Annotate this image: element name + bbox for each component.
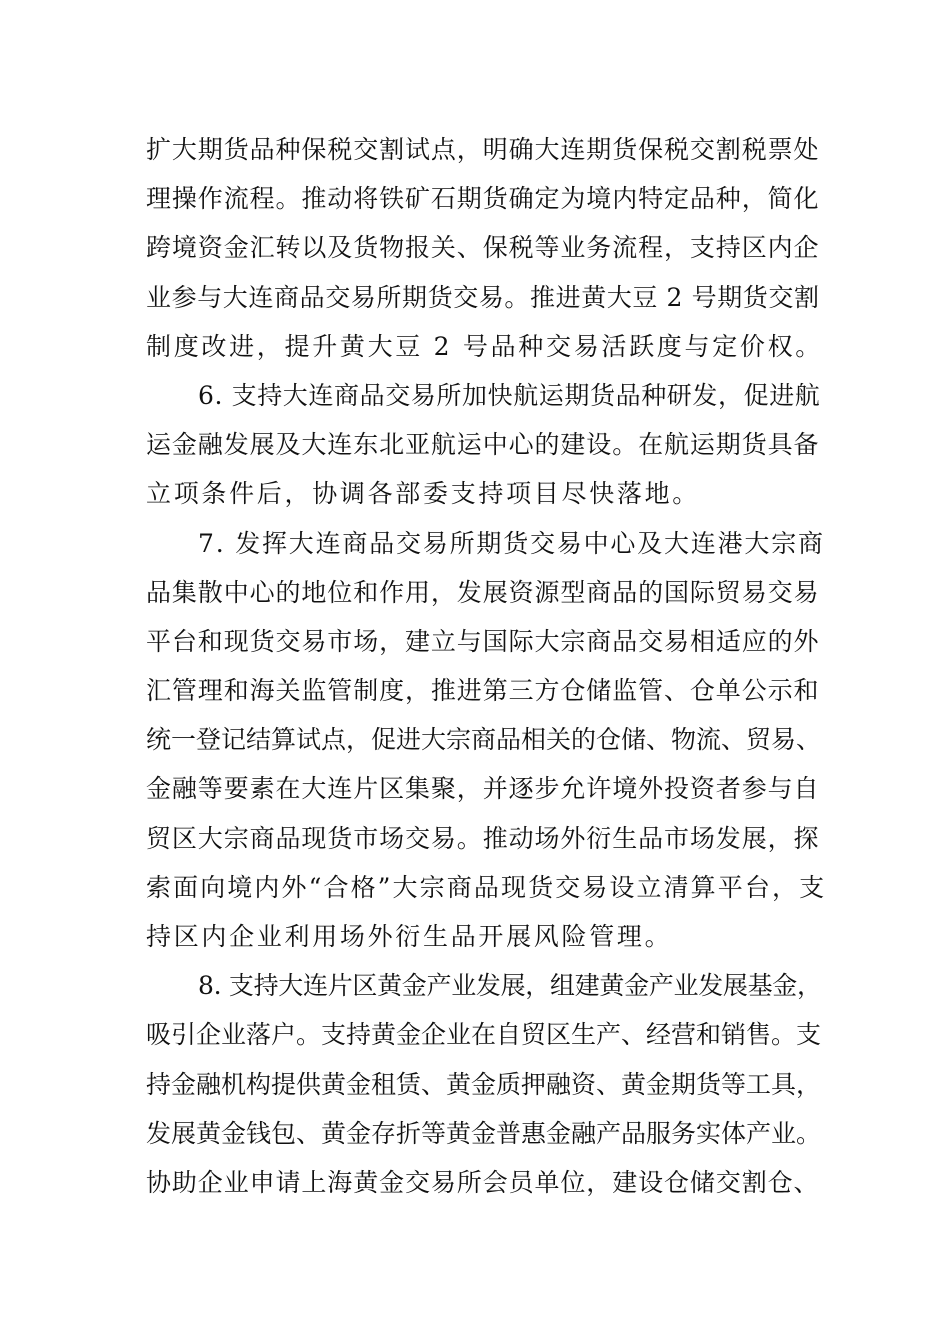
text-line: 金融等要素在大连片区集聚，并逐步允许境外投资者参与自 xyxy=(146,774,820,804)
text-line: 持区内企业利用场外衍生品开展风险管理。 xyxy=(146,922,673,951)
text-line: 统一登记结算试点，促进大宗商品相关的仓储、物流、贸易、 xyxy=(146,725,822,755)
text-line: 贸区大宗商品现货市场交易。推动场外衍生品市场发展，探 xyxy=(146,823,820,853)
text-line: 7. 发挥大连商品交易所期货交易中心及大连港大宗商 xyxy=(198,528,825,558)
text-line: 业参与大连商品交易所期货交易。推进黄大豆 2 号期货交割 xyxy=(146,282,820,312)
text-line: 索面向境内外“合格”大宗商品现货交易设立清算平台，支 xyxy=(146,872,827,902)
text-line: 吸引企业落户。支持黄金企业在自贸区生产、经营和销售。支 xyxy=(146,1020,822,1050)
text-line: 8. 支持大连片区黄金产业发展，组建黄金产业发展基金， xyxy=(198,971,822,1001)
text-line: 平台和现货交易市场，建立与国际大宗商品交易相适应的外 xyxy=(146,626,820,656)
text-line: 理操作流程。推动将铁矿石期货确定为境内特定品种，简化 xyxy=(146,184,820,214)
text-line: 立项条件后，协调各部委支持项目尽快落地。 xyxy=(146,479,701,509)
text-line: 扩大期货品种保税交割试点，明确大连期货保税交割税票处 xyxy=(146,135,820,164)
text-line: 运金融发展及大连东北亚航运中心的建设。在航运期货具备 xyxy=(146,430,820,460)
text-line: 品集散中心的地位和作用，发展资源型商品的国际贸易交易 xyxy=(146,577,820,607)
document-body xyxy=(146,125,826,1207)
text-line: 发展黄金钱包、黄金存折等黄金普惠金融产品服务实体产业。 xyxy=(146,1118,822,1148)
text-line: 跨境资金汇转以及货物报关、保税等业务流程，支持区内企 xyxy=(146,233,820,263)
text-line: 汇管理和海关监管制度，推进第三方仓储监管、仓单公示和 xyxy=(146,676,820,706)
text-line: 6. 支持大连商品交易所加快航运期货品种研发，促进航 xyxy=(198,380,821,410)
text-line: 制度改进，提升黄大豆 2 号品种交易活跃度与定价权。 xyxy=(146,331,824,361)
text-line: 持金融机构提供黄金租赁、黄金质押融资、黄金期货等工具， xyxy=(146,1069,822,1099)
text-line: 协助企业申请上海黄金交易所会员单位，建设仓储交割仓、 xyxy=(146,1167,820,1197)
